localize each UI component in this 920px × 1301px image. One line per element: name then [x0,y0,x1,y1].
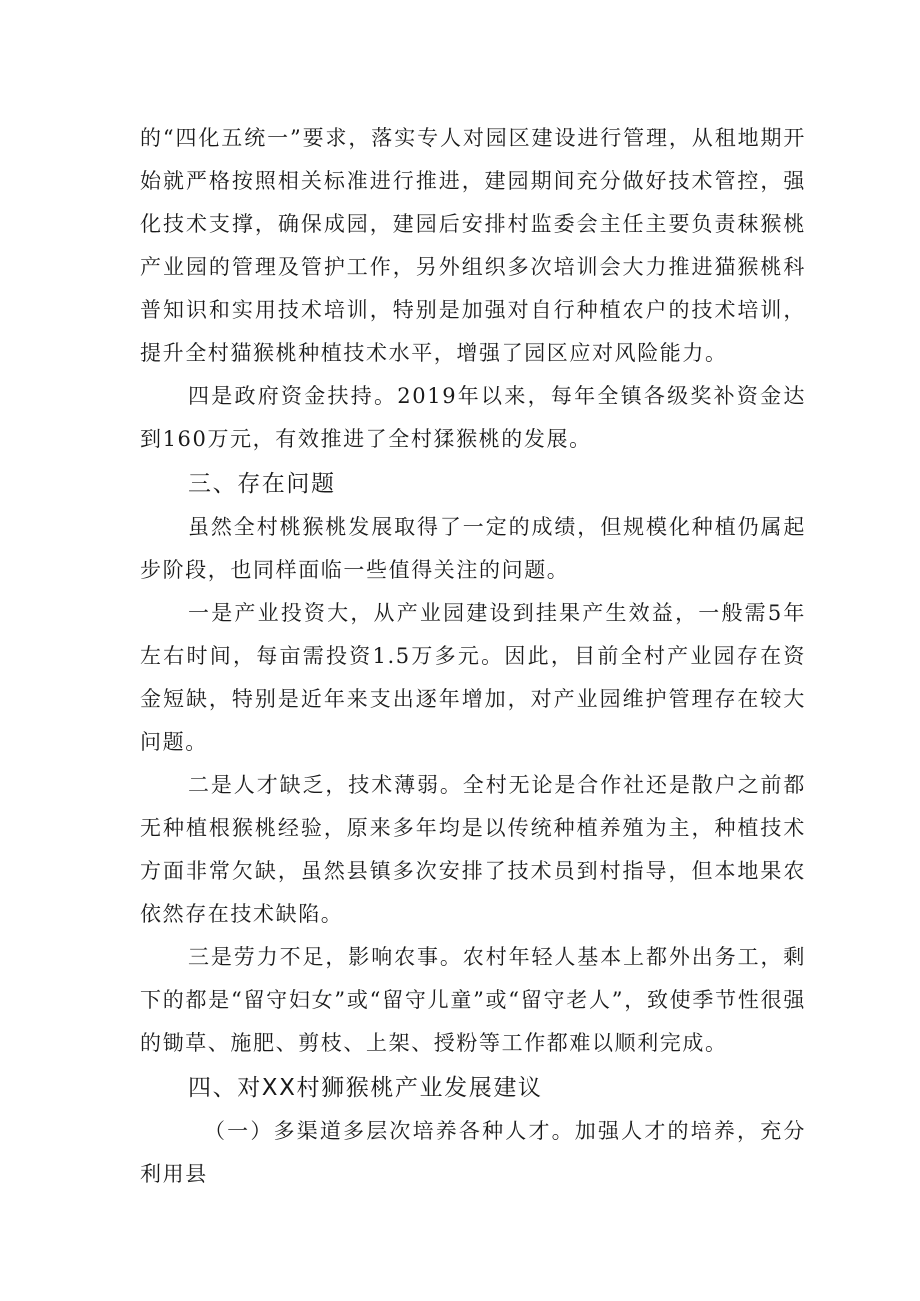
document-body [140,117,806,1196]
paragraph-funding: 四是政府资金扶持。2019年以来，每年全镇各级奖补资金达到160万元，有效推进了全村猱猴桃的发展。 [140,384,806,451]
paragraph-suggestion-one: （一）多渠道多层次培养各种人才。加强人才的培养，充分利用县 [140,1119,806,1186]
paragraph-problems-intro: 虽然全村桃猴桃发展取得了一定的成绩，但规模化种植仍属起步阶段，也同样面临一些值得关注的问题。 [140,515,806,582]
paragraph-investment: 一是产业投资大，从产业园建设到挂果产生效益，一般需5年左右时间，每亩需投资1.5万多元。因此，目前全村产业园存在资金短缺，特别是近年来支出逐年增加，对产业园维护管理存在较大问题。 [140,601,806,754]
section-heading-suggestions: 四、对XX村狮猴桃产业发展建议 [188,1075,543,1101]
paragraph-talent: 二是人才缺乏，技术薄弱。全村无论是合作社还是散户之前都无种植根猴桃经验，原来多年均是以传统种植养殖为主，种植技术方面非常欠缺，虽然县镇多次安排了技术员到村指导，但本地果农依然存在技术缺陷。 [140,773,806,926]
paragraph-management: 的“四化五统一”要求，落实专人对园区建设进行管理，从租地期开始就严格按照相关标准进行推进，建园期间充分做好技术管控，强化技术支撑，确保成园，建园后安排村监委会主任主要负责秣猴桃产业园的管理及管护工作，另外组织多次培训会大力推进猫猴桃科普知识和实用技术培训，特别是加强对自行种植农户的技术培训，提升全村猫猴桃种植技术水平，增强了园区应对风险能力。 [140,126,806,365]
section-heading-problems: 三、存在问题 [188,471,336,497]
paragraph-labor: 三是劳力不足，影响农事。农村年轻人基本上都外出务工，剩下的都是“留守妇女”或“留守儿童”或“留守老人”，致使季节性很强的锄草、施肥、剪枝、上架、授粉等工作都难以顺利完成。 [140,945,806,1055]
